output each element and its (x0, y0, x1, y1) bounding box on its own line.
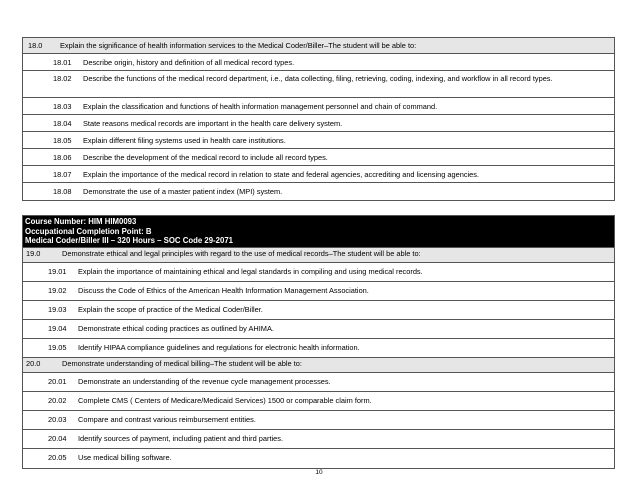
benchmark-number: 20.02 (48, 395, 67, 405)
benchmark-text: Complete CMS ( Centers of Medicare/Medicaid Services) 1500 or comparable claim form. (78, 395, 372, 405)
benchmark-text: Demonstrate an understanding of the revenue cycle management processes. (78, 376, 331, 386)
benchmark-text: Describe the development of the medical record to include all record types. (83, 153, 328, 162)
benchmark-number: 18.06 (53, 153, 72, 162)
benchmark-row (23, 282, 614, 301)
standards-table-18 (22, 37, 615, 201)
benchmark-row (23, 430, 614, 449)
benchmark-text: Discuss the Code of Ethics of the American Health Information Management Association. (78, 285, 369, 295)
benchmark-text: Describe the functions of the medical record department, i.e., data collecting, filing, retrieving, coding, indexing, and workflow in all record types. (83, 74, 553, 83)
benchmark-row (23, 320, 614, 339)
benchmark-text: State reasons medical records are important in the health care delivery system. (83, 119, 343, 128)
course-header (23, 216, 614, 248)
benchmark-number: 19.03 (48, 304, 67, 314)
benchmark-number: 19.04 (48, 323, 67, 333)
standard-19-header (23, 248, 614, 263)
benchmark-number: 18.03 (53, 102, 72, 111)
benchmark-number: 20.03 (48, 414, 67, 424)
benchmark-row (23, 301, 614, 320)
benchmark-number: 18.01 (53, 58, 72, 67)
benchmark-row (23, 392, 614, 411)
page-number: 10 (315, 469, 323, 476)
course-title: Medical Coder/Biller III – 320 Hours – SOC Code 29-2071 (25, 236, 233, 245)
benchmark-number: 18.07 (53, 170, 72, 179)
benchmark-row (23, 373, 614, 392)
benchmark-number: 19.01 (48, 266, 67, 276)
benchmark-text: Explain the scope of practice of the Medical Coder/Biller. (78, 304, 263, 314)
benchmark-row (23, 132, 614, 149)
benchmark-text: Explain the classification and functions of health information management personnel and chain of command. (83, 102, 438, 111)
benchmark-text: Demonstrate ethical coding practices as outlined by AHIMA. (78, 323, 274, 333)
benchmark-text: Explain different filing systems used in health care institutions. (83, 136, 286, 145)
standard-text: Demonstrate understanding of medical billing–The student will be able to: (62, 358, 302, 368)
course-number: Course Number: HIM HIM0093 (25, 217, 137, 226)
benchmark-row (23, 411, 614, 430)
benchmark-text: Use medical billing software. (78, 452, 172, 462)
standard-number: 20.0 (26, 358, 41, 368)
benchmark-number: 18.04 (53, 119, 72, 128)
benchmark-text: Identify sources of payment, including patient and third parties. (78, 433, 284, 443)
benchmark-number: 20.01 (48, 376, 67, 386)
course-table (22, 215, 615, 469)
benchmark-row (23, 263, 614, 282)
benchmark-number: 18.05 (53, 136, 72, 145)
standard-number: 19.0 (26, 248, 41, 258)
standard-text: Demonstrate ethical and legal principles with regard to the use of medical records–The student will be able to: (62, 248, 421, 258)
benchmark-number: 18.02 (53, 74, 72, 83)
benchmark-row (23, 54, 614, 71)
benchmark-text: Compare and contrast various reimbursement entities. (78, 414, 256, 424)
benchmark-number: 19.05 (48, 342, 67, 352)
benchmark-number: 20.04 (48, 433, 67, 443)
benchmark-text: Demonstrate the use of a master patient index (MPI) system. (83, 187, 283, 196)
benchmark-number: 18.08 (53, 187, 72, 196)
standard-number: 18.0 (28, 41, 43, 50)
benchmark-text: Explain the importance of the medical record in relation to state and federal agencies, accrediting and licensing agencies. (83, 170, 480, 179)
benchmark-row (23, 166, 614, 183)
benchmark-text: Describe origin, history and definition of all medical record types. (83, 58, 295, 67)
benchmark-row (23, 71, 614, 98)
standard-text: Explain the significance of health information services to the Medical Coder/Biller–The student will be able to: (60, 41, 417, 50)
benchmark-number: 19.02 (48, 285, 67, 295)
benchmark-text: Explain the importance of maintaining ethical and legal standards in compiling and using medical records. (78, 266, 423, 276)
standard-20-header (23, 358, 614, 373)
benchmark-text: Identify HIPAA compliance guidelines and regulations for electronic health information. (78, 342, 360, 352)
benchmark-number: 20.05 (48, 452, 67, 462)
benchmark-row (23, 149, 614, 166)
benchmark-row (23, 115, 614, 132)
benchmark-row (23, 98, 614, 115)
benchmark-row (23, 183, 614, 200)
benchmark-row (23, 339, 614, 358)
standard-18-header (23, 38, 614, 54)
benchmark-row (23, 449, 614, 468)
occupational-completion-point: Occupational Completion Point: B (25, 226, 152, 236)
